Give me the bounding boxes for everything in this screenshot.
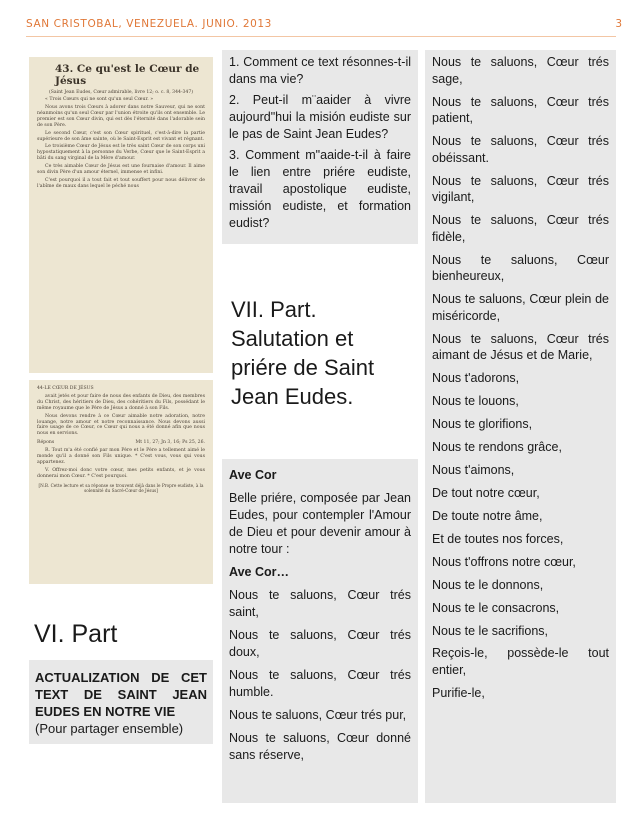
prayer-line: Nous te rendons grâce, [432,440,562,455]
scan-paragraph: avait jetés et pour faire de nous des enfants de Dieu, des membres du Christ, des héritiers de Dieu, des cohéritiers du Fils, possédant le même royaume que le Père de Jésus a donné à son Fils. [37,394,205,411]
prayer-box-right [425,50,616,803]
prayer-intro: Belle priére, composée par Jean Eudes, pour contempler l'Amour de Dieu et pour devenir amour à notre tour : [229,491,411,556]
scan-paragraph: Nous avons trois Cœurs à adorer dans notre Sauveur, qui ne sont néanmoins qu'un seul Cœur par l'union étroite qu'ils ont ensemble. Le premier est son Cœur divin, qui est dès l'éternité dans l'adorable sein de son Père. [37,105,205,128]
scan-subtitle: (Saint Jean Eudes, Cœur admirable, livre 12; o. c. 8, 344-347) [48,90,194,95]
prayer-line: Nous te le consacrons, [432,600,560,615]
scan-title: 43. Ce qu'est le Cœur de Jésus [55,63,200,87]
part-7-heading: VII. Part. Salutation et priére de Saint Jean Eudes. [231,297,375,410]
prayer-line: Nous te saluons, Cœur bienheureux, [432,252,609,284]
question-item: 1. Comment ce text résonnes-t-il dans ma vie? [229,55,411,86]
prayer-line: Nous te saluons, Cœur trés aimant de Jésus et de Marie, [432,331,609,363]
prayer-line: Nous te saluons, Cœur trés doux, [229,628,411,659]
prayer-line: Nous te le sacrifions, [432,623,549,638]
scan-paragraph: Ce très aimable Cœur de Jésus est une fournaise d'amour. Il aime son divin Père d'un amour éternel, immense et infini. [37,164,205,175]
prayer-line: Nous te saluons, Cœur donné sans réserve, [229,731,411,762]
part-6-heading: VI. Part [34,620,118,648]
part-6-box-subtitle: (Pour partager ensemble) [35,721,184,737]
scan-ref-citation: Mt 11, 27; Jn 3, 16; Ps 25, 26. [135,440,205,446]
prayer-line: Nous te saluons, Cœur trés obéissant. [432,134,609,165]
prayer-line: Et de toutes nos forces, [432,531,564,546]
scan-paragraph: Nous devons rendre à ce Cœur aimable notre adoration, notre louange, notre amour et notre reconnaissance. Nous devons aussi faire usage de ce Cœur, ce Cœur qui nous a été donné afin que nous nous en servions. [37,413,205,437]
prayer-line: Nous te saluons, Cœur trés humble. [229,668,411,699]
prayer-line: De tout notre cœur, [432,485,540,500]
page-number: 3 [615,18,622,30]
prayer-line: Nous te le donnons, [432,577,544,592]
prayer-line: Nous te louons, [432,394,519,409]
prayer-line: Nous te saluons, Cœur trés sage, [432,55,609,86]
prayer-opening: Ave Cor… [229,564,289,579]
scan-body [37,394,205,437]
scan-paragraph: C'est pourquoi il a tout fait et tout souffert pour nous délivrer de l'abîme de maux dans lequel le péché nous [37,177,205,189]
prayer-line: Nous te glorifions, [432,417,533,432]
prayer-title: Ave Cor [229,468,277,482]
scan-paragraph: Le troisième Cœur de Jésus est le très saint Cœur de son corps uni hypostatiquement à la personne du Verbe, Cœur que le Saint-Esprit a bâti du sang virginal de la Mère d'amour. [37,144,205,162]
prayer-box-middle [222,459,418,803]
question-item: 2. Peut-il m¨aaider à vivre aujourd"hui la misión eudiste sur le pas de Saint Jean Eudes? [229,93,411,141]
scan-paragraph: Le second Cœur, c'est son Cœur spirituel, c'est-à-dire la partie supérieure de son âme sainte, où le Saint-Esprit est vivant et régnant. [37,130,205,142]
prayer-line: Nous te saluons, Cœur trés fidèle, [432,213,609,244]
scan-paragraph: « Trois Cœurs qui ne sont qu'un seul Cœur. » [45,97,154,103]
prayer-line: Nous t'aimons, [432,463,515,478]
scanned-page-image-bottom [29,380,213,584]
prayer-line: Reçois-le, possède-le tout entier, [432,646,609,678]
prayer-line: Nous te saluons, Cœur trés vigilant, [432,173,609,205]
scan-footnote: [N.B. Cette lecture et sa réponse se trouvent déjà dans le Propre eudiste, à la solennité du Sacré-Cœur de Jésus] [38,482,204,493]
scan-verse: R. Tout m'a été confié par mon Père et le Père a tellement aimé le monde qu'il a donné son Fils unique. * C'est vous, vous qui vous appartenez. [37,448,205,465]
question-item: 3. Comment m"aaide-t-il à faire le lien entre priére eudiste, travail apostolique eudiste, missión eudiste, et formation eudist? [229,148,411,230]
scan-body [37,97,205,189]
prayer-line: De toute notre âme, [432,508,543,523]
questions-box [222,50,418,244]
prayer-line: Nous te saluons, Cœur plein de miséricorde, [432,292,609,323]
prayer-line: Nous t'offrons notre cœur, [432,554,576,569]
page-header [26,18,622,34]
prayer-line: Nous t'adorons, [432,371,520,386]
prayer-line: Nous te saluons, Cœur trés patient, [432,94,609,126]
prayer-line: Nous te saluons, Cœur trés pur, [229,708,407,722]
scan-reference [37,440,205,445]
prayer-line: Purifie-le, [432,685,485,700]
part-6-box [29,660,213,744]
scan-verse: V. Offrez-moi donc votre cœur, mes petits enfants, et je vous donnerai mon Cœur. * C'est pourquoi. [37,467,205,479]
header-location-date: SAN CRISTOBAL, VENEZUELA. JUNIO. 2013 [26,18,272,30]
scan-running-head: 44-LE CŒUR DE JÉSUS [37,386,94,391]
scan-ref-label: Répons [37,440,55,446]
part-6-box-title: ACTUALIZATION DE CET TEXT DE SAINT JEAN EUDES EN NOTRE VIE [35,670,207,720]
prayer-line: Nous te saluons, Cœur trés saint, [229,588,411,619]
header-divider [26,36,616,37]
scan-verses [37,448,205,479]
scanned-page-image-top [29,57,213,373]
